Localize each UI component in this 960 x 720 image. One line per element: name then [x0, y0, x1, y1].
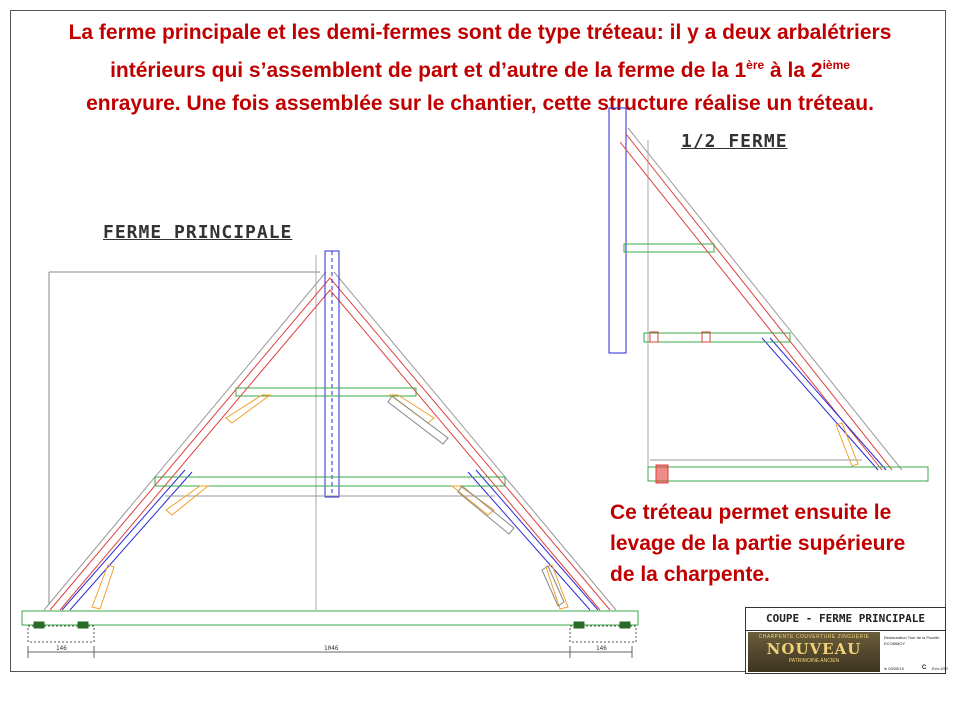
rafter-red-inner	[60, 290, 600, 610]
rafter-blue-left-2	[70, 472, 192, 610]
strut-right-mid	[458, 486, 514, 534]
half-rafter-blue	[762, 338, 878, 470]
drawing-scale: Ech:1/50	[932, 666, 948, 671]
headline-line-1: La ferme principale et les demi-fermes sont de type tréteau: il y a deux arbalétriers	[68, 21, 892, 44]
rafter-grey-left	[44, 272, 326, 610]
brace-upper-left	[226, 395, 270, 423]
headline-line-2-start: intérieurs qui s’assemblent de part et d’autre de la ferme de la 1	[110, 59, 747, 82]
side-note-line-2: levage de la partie supérieure	[610, 532, 906, 555]
logo-name: NOUVEAU	[766, 640, 862, 658]
sheet-letter: C	[922, 665, 927, 671]
sabliere-left-2	[78, 622, 88, 628]
project-location: ECOMMOY	[884, 641, 906, 646]
sabliere-left-1	[34, 622, 44, 628]
dim-base-right: 146	[596, 645, 607, 652]
strut-right-upper	[388, 396, 448, 444]
half-base-block	[656, 465, 668, 483]
side-note-text	[610, 497, 946, 590]
title-half-truss: 1/2 FERME	[681, 131, 788, 152]
half-rafter-blue-2	[770, 338, 886, 470]
drawing-date: le 03/05/15	[884, 666, 904, 671]
dim-base-left: 146	[56, 645, 67, 652]
headline-sup-1: ère	[746, 58, 765, 72]
project-name: Restauration Tour de la Pucelle	[884, 635, 940, 640]
side-note-line-3: de la charpente.	[610, 563, 770, 586]
logo-subtitle: PATRIMOINE ANCIEN	[788, 658, 840, 664]
logo-tagline: CHARPENTE COUVERTURE ZINGUERIE	[758, 634, 870, 640]
half-tie-mid	[644, 333, 790, 342]
title-main-truss: FERME PRINCIPALE	[103, 222, 293, 243]
rafter-blue-left	[62, 470, 185, 610]
half-post	[609, 108, 626, 353]
half-truss	[609, 108, 928, 483]
rafter-grey-right	[334, 272, 616, 610]
rafter-blue-right-2	[468, 472, 590, 610]
rafter-red-outer	[50, 278, 610, 610]
brace-mid-right	[452, 486, 494, 515]
main-truss	[22, 251, 638, 658]
headline-line-3: enrayure. Une fois assemblée sur le chantier, cette structure réalise un tréteau.	[86, 92, 874, 115]
tie-beam	[22, 611, 638, 625]
side-note-line-1: Ce tréteau permet ensuite le	[610, 501, 892, 524]
headline-sup-2: ième	[822, 58, 850, 72]
title-block-heading: COUPE - FERME PRINCIPALE	[746, 608, 945, 631]
strut-right-low	[542, 566, 564, 606]
headline-line-2-middle: à la 2	[764, 59, 823, 82]
brace-mid-left	[166, 486, 208, 515]
sabliere-right-2	[620, 622, 630, 628]
half-rafter-red-2	[626, 134, 892, 470]
half-rafter-grey	[628, 128, 902, 470]
collar-tie-lower	[155, 477, 505, 486]
dim-base-center: 1046	[324, 645, 339, 652]
title-block	[745, 607, 946, 674]
half-tie-upper	[624, 244, 714, 252]
rafter-blue-right	[476, 470, 598, 610]
company-logo	[748, 632, 880, 672]
half-tie-beam	[648, 467, 928, 481]
sabliere-right-1	[574, 622, 584, 628]
